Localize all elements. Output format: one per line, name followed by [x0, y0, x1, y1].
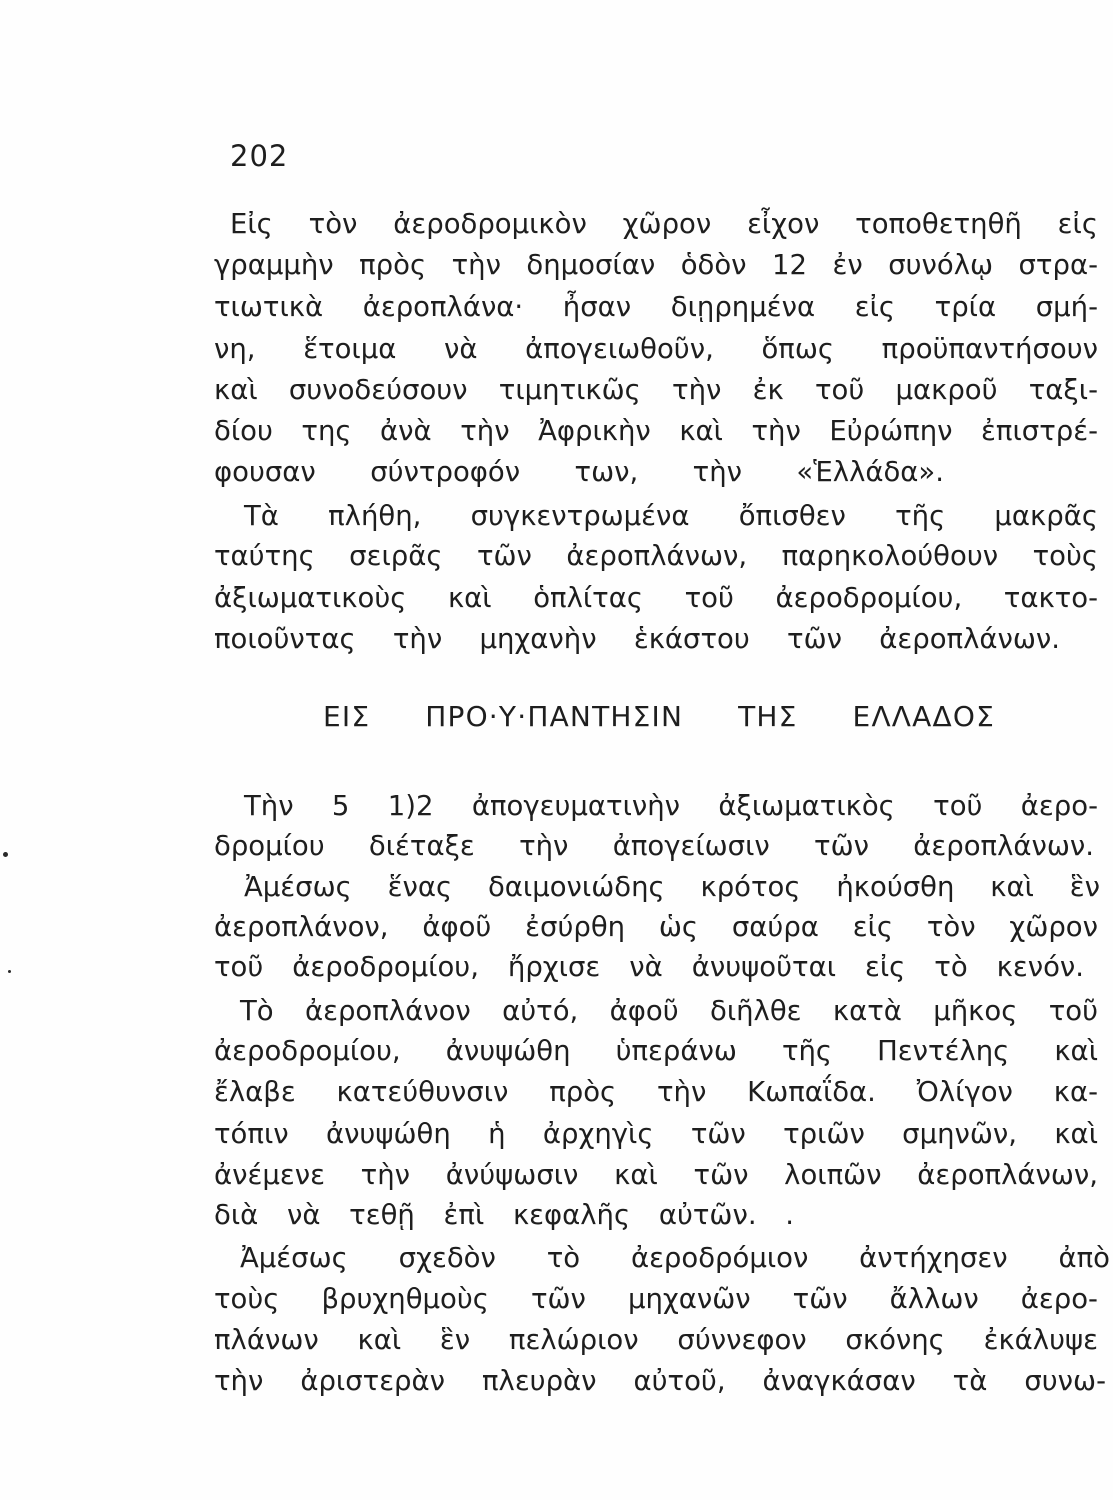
page-number: 202	[230, 139, 289, 173]
text-line: γραμμὴν πρὸς τὴν δημοσίαν ὁδὸν 12 ἐν συνόλῳ στρα-	[214, 249, 1098, 281]
section-heading: ΕΙΣ ΠΡΟ·Υ·ΠΑΝΤΗΣΙΝ ΤΗΣ ΕΛΛΑΔΟΣ	[323, 700, 995, 733]
text-line: τὴν ἀριστερὰν πλευρὰν αὐτοῦ, ἀναγκάσαν τὰ συνω-	[214, 1365, 1106, 1397]
text-line: τοῦ ἀεροδρομίου, ἤρχισε νὰ ἀνυψοῦται εἰς τὸ κενόν.	[214, 951, 1084, 983]
text-line: ἀεροπλάνον, ἀφοῦ ἐσύρθη ὡς σαύρα εἰς τὸν χῶρον	[214, 911, 1098, 943]
text-line: ταύτης σειρᾶς τῶν ἀεροπλάνων, παρηκολούθουν τοὺς	[214, 540, 1098, 572]
text-line: τόπιν ἀνυψώθη ἡ ἀρχηγὶς τῶν τριῶν σμηνῶν, καὶ	[214, 1118, 1098, 1150]
text-line: ἀεροδρομίου, ἀνυψώθη ὑπεράνω τῆς Πεντέλης καὶ	[214, 1035, 1098, 1067]
text-line: διὰ νὰ τεθῇ ἐπὶ κεφαλῆς αὐτῶν. .	[214, 1199, 794, 1231]
text-line: δίου της ἀνὰ τὴν Ἀφρικὴν καὶ τὴν Εὐρώπην ἐπιστρέ-	[214, 415, 1098, 447]
text-line: ἀξιωματικοὺς καὶ ὁπλίτας τοῦ ἀεροδρομίου, τακτο-	[214, 582, 1098, 614]
text-line: ἀνέμενε τὴν ἀνύψωσιν καὶ τῶν λοιπῶν ἀεροπλάνων,	[214, 1159, 1098, 1191]
text-line: τοὺς βρυχηθμοὺς τῶν μηχανῶν τῶν ἄλλων ἀερο-	[214, 1283, 1098, 1315]
scan-speck	[8, 970, 11, 973]
text-line: ποιοῦντας τὴν μηχανὴν ἑκάστου τῶν ἀεροπλάνων.	[214, 623, 1060, 655]
text-line: Τὴν 5 1)2 ἀπογευματινὴν ἀξιωματικὸς τοῦ ἀερο-	[244, 790, 1098, 822]
text-line: νη, ἕτοιμα νὰ ἀπογειωθοῦν, ὅπως προϋπαντήσουν	[214, 333, 1098, 365]
text-line: Ἀμέσως ἕνας δαιμονιώδης κρότος ἠκούσθη καὶ ἓν	[244, 871, 1100, 903]
text-line: Ἀμέσως σχεδὸν τὸ ἀεροδρόμιον ἀντήχησεν ἀπὸ	[240, 1242, 1110, 1274]
text-line: Τὸ ἀεροπλάνον αὐτό, ἀφοῦ διῆλθε κατὰ μῆκος τοῦ	[240, 995, 1098, 1027]
text-line: Τὰ πλήθη, συγκεντρωμένα ὄπισθεν τῆς μακρᾶς	[244, 500, 1098, 532]
text-line: τιωτικὰ ἀεροπλάνα· ἦσαν διῃρημένα εἰς τρία σμή-	[214, 291, 1098, 323]
scan-speck	[3, 852, 8, 857]
text-line: φουσαν σύντροφόν των, τὴν «Ἑλλάδα».	[214, 456, 944, 488]
text-line: καὶ συνοδεύσουν τιμητικῶς τὴν ἐκ τοῦ μακροῦ ταξι-	[214, 374, 1098, 406]
text-line: πλάνων καὶ ἓν πελώριον σύννεφον σκόνης ἐκάλυψε	[214, 1324, 1098, 1356]
text-line: ἔλαβε κατεύθυνσιν πρὸς τὴν Κωπαΐδα. Ὀλίγον κα-	[214, 1076, 1098, 1108]
text-line: Εἰς τὸν ἀεροδρομικὸν χῶρον εἶχον τοποθετηθῆ εἰς	[230, 208, 1098, 240]
text-line: δρομίου διέταξε τὴν ἀπογείωσιν τῶν ἀεροπλάνων.	[214, 830, 1094, 862]
